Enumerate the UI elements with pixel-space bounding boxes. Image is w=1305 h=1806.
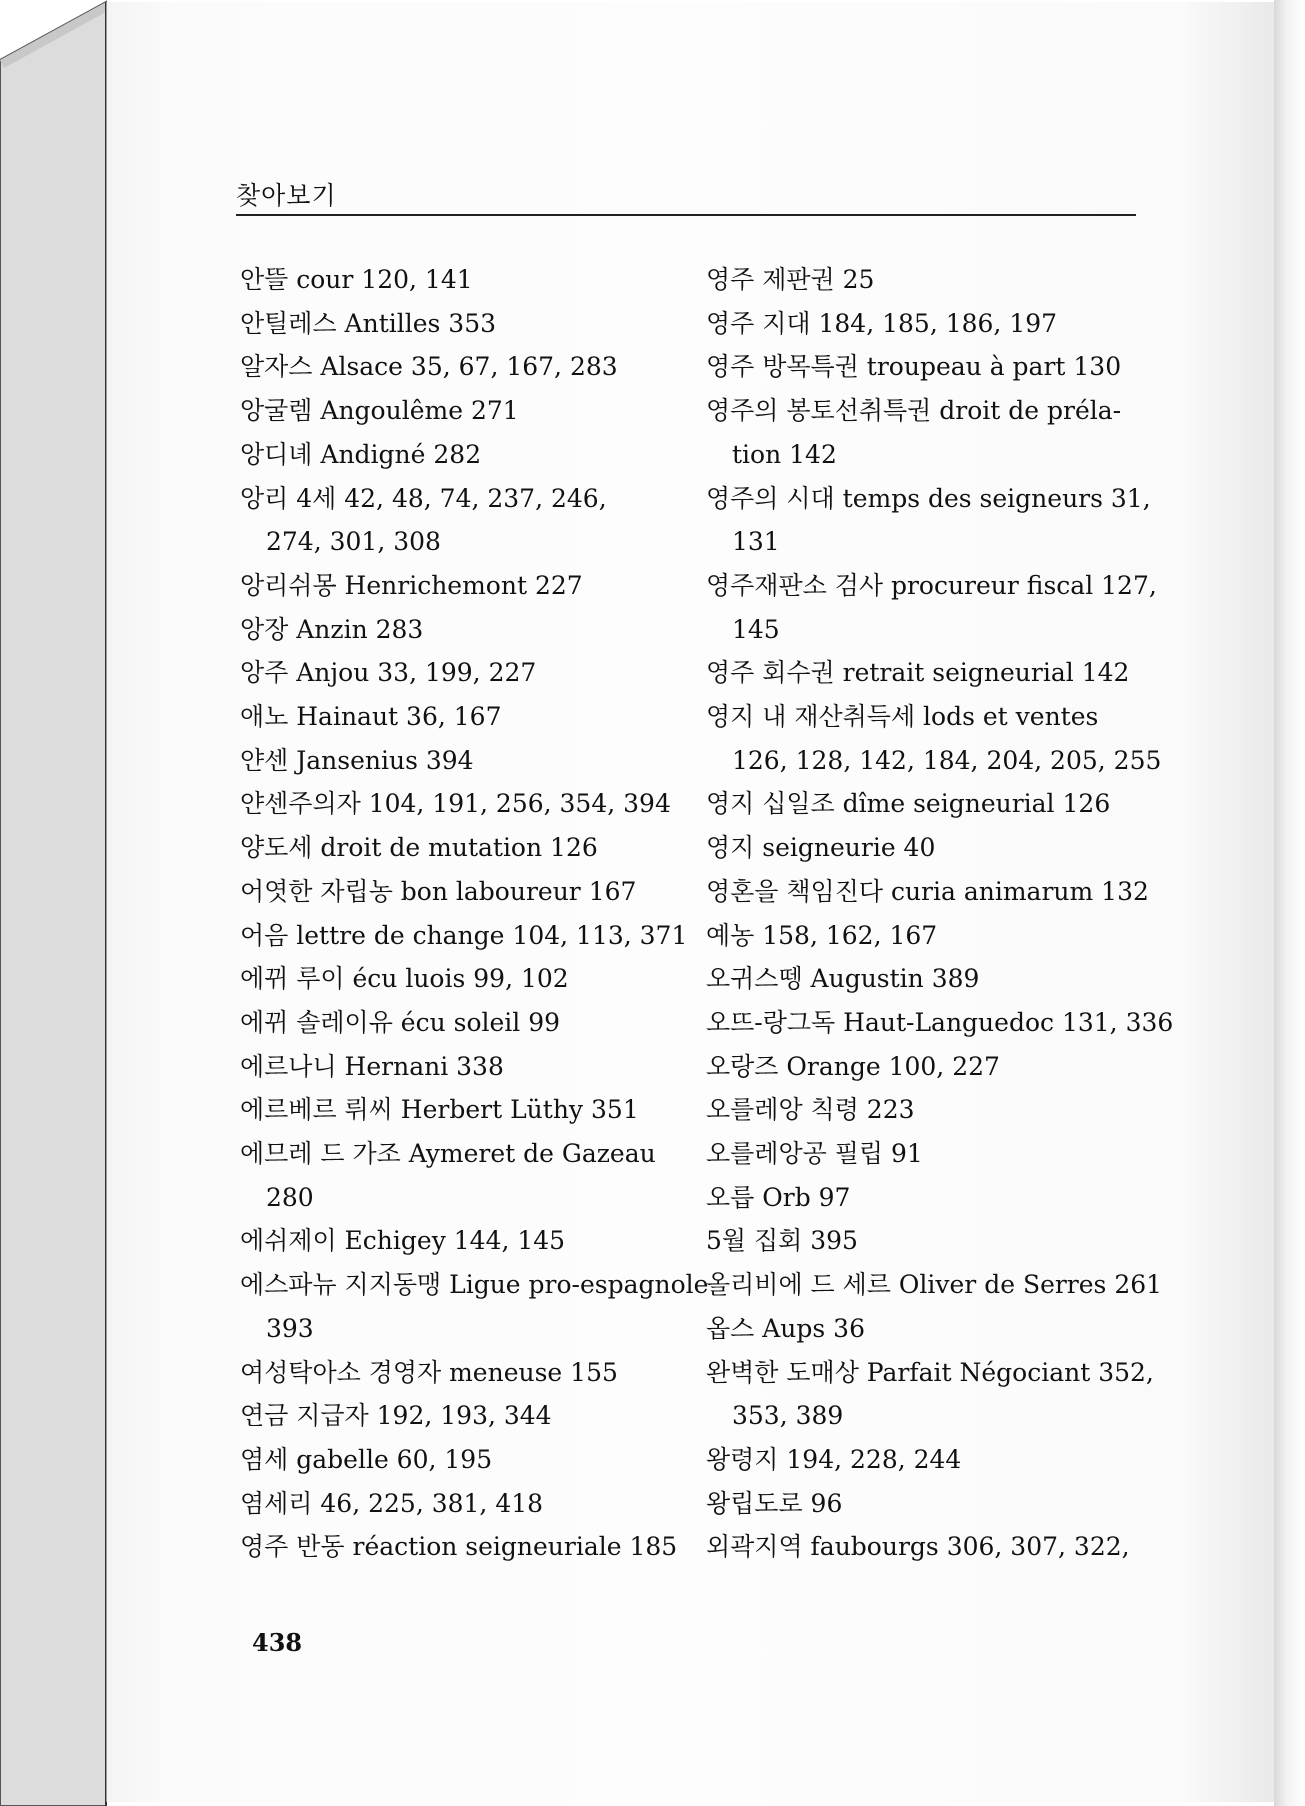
index-entry: 양도세 droit de mutation 126: [240, 833, 598, 863]
index-entry: 에므레 드 가조 Aymeret de Gazeau: [240, 1139, 656, 1169]
index-entry: 오랑즈 Orange 100, 227: [706, 1051, 1000, 1081]
index-entry: 안틸레스 Antilles 353: [240, 308, 497, 338]
index-column-right: [706, 258, 1174, 1569]
index-entry: 5월 집회 395: [706, 1226, 858, 1256]
index-entry: 안뜰 cour 120, 141: [240, 265, 473, 294]
index-entry-continuation: tion 142: [732, 439, 837, 469]
index-column-left: [240, 258, 709, 1569]
index-entry: 영지 십일조 dîme seigneurial 126: [706, 789, 1111, 819]
index-entry: 예농 158, 162, 167: [706, 920, 938, 950]
index-entry: 앙주 Anjou 33, 199, 227: [240, 658, 537, 688]
index-entry-continuation: 393: [266, 1313, 314, 1343]
page-header: [236, 176, 1136, 216]
index-entry: 에쉬제이 Echigey 144, 145: [240, 1226, 566, 1256]
index-entry: 앙리 4세 42, 48, 74, 237, 246,: [240, 483, 607, 513]
index-entry-continuation: 280: [266, 1182, 314, 1212]
index-entry: 애노 Hainaut 36, 167: [240, 702, 502, 732]
index-entry: 왕령지 194, 228, 244: [706, 1444, 962, 1474]
index-entry: 외곽지역 faubourgs 306, 307, 322,: [706, 1532, 1130, 1562]
page-number: 438: [252, 1628, 303, 1657]
index-entry: 완벽한 도매상 Parfait Négociant 352,: [706, 1357, 1154, 1387]
index-entry: 얀센 Jansenius 394: [240, 745, 474, 775]
index-entry: 에르나니 Hernani 338: [240, 1051, 504, 1081]
index-entry: 오뜨-랑그독 Haut-Languedoc 131, 336: [706, 1007, 1174, 1037]
index-entry: 에뀌 루이 écu luois 99, 102: [240, 964, 569, 994]
index-entry: 오릅 Orb 97: [706, 1182, 851, 1212]
index-entry: 앙굴렘 Angoulême 271: [240, 396, 519, 426]
index-entry: 앙리쉬몽 Henrichemont 227: [240, 570, 583, 600]
index-entry: 앙장 Anzin 283: [240, 614, 424, 644]
index-entry: 영주 회수권 retrait seigneurial 142: [706, 658, 1130, 688]
page-edge-shadow: [1274, 0, 1305, 1806]
index-entry: 영주 지대 184, 185, 186, 197: [706, 308, 1058, 338]
index-entry: 오귀스뗑 Augustin 389: [706, 964, 980, 994]
index-entry: 염세 gabelle 60, 195: [240, 1444, 493, 1474]
header-title: 찾아보기: [236, 181, 337, 210]
index-entry-continuation: 353, 389: [732, 1401, 844, 1431]
index-entry: 오를레앙공 필립 91: [706, 1139, 923, 1169]
index-entry: 얀센주의자 104, 191, 256, 354, 394: [240, 789, 671, 819]
index-entry-continuation: 126, 128, 142, 184, 204, 205, 255: [732, 745, 1162, 775]
index-entry: 영주 제판권 25: [706, 265, 875, 294]
index-entry: 영지 seigneurie 40: [706, 833, 936, 863]
index-entry: 오를레앙 칙령 223: [706, 1095, 915, 1125]
index-entry: 염세리 46, 225, 381, 418: [240, 1488, 544, 1518]
index-entry: 올리비에 드 세르 Oliver de Serres 261: [706, 1270, 1163, 1300]
index-entry: 여성탁아소 경영자 meneuse 155: [240, 1357, 618, 1387]
index-entry: 옵스 Aups 36: [706, 1313, 865, 1343]
index-entry-continuation: 145: [732, 614, 780, 644]
index-entry: 영주재판소 검사 procureur fiscal 127,: [706, 570, 1157, 600]
index-entry: 에뀌 솔레이유 écu soleil 99: [240, 1007, 561, 1037]
index-entry: 영주 반동 réaction seigneuriale 185: [240, 1532, 678, 1562]
index-entry: 어엿한 자립농 bon laboureur 167: [240, 876, 637, 906]
index-entry: 앙디녜 Andigné 282: [240, 439, 482, 469]
index-entry: 연금 지급자 192, 193, 344: [240, 1401, 552, 1431]
index-entry: 영주의 시대 temps des seigneurs 31,: [706, 483, 1151, 513]
index-entry: 어음 lettre de change 104, 113, 371: [240, 920, 688, 950]
index-entry: 영혼을 책임진다 curia animarum 132: [706, 876, 1149, 906]
index-entry-continuation: 131: [732, 527, 780, 557]
index-entry: 알자스 Alsace 35, 67, 167, 283: [240, 352, 618, 382]
index-entry: 왕립도로 96: [706, 1488, 843, 1518]
index-entry: 에스파뉴 지지동맹 Ligue pro-espagnole: [240, 1270, 709, 1300]
index-entry: 에르베르 뤼씨 Herbert Lüthy 351: [240, 1095, 639, 1125]
index-entry: 영주 방목특권 troupeau à part 130: [706, 352, 1122, 382]
index-entry-continuation: 274, 301, 308: [266, 527, 441, 557]
index-entry: 영주의 봉토선취특권 droit de préla-: [706, 396, 1122, 426]
index-entry: 영지 내 재산취득세 lods et ventes: [706, 702, 1099, 732]
